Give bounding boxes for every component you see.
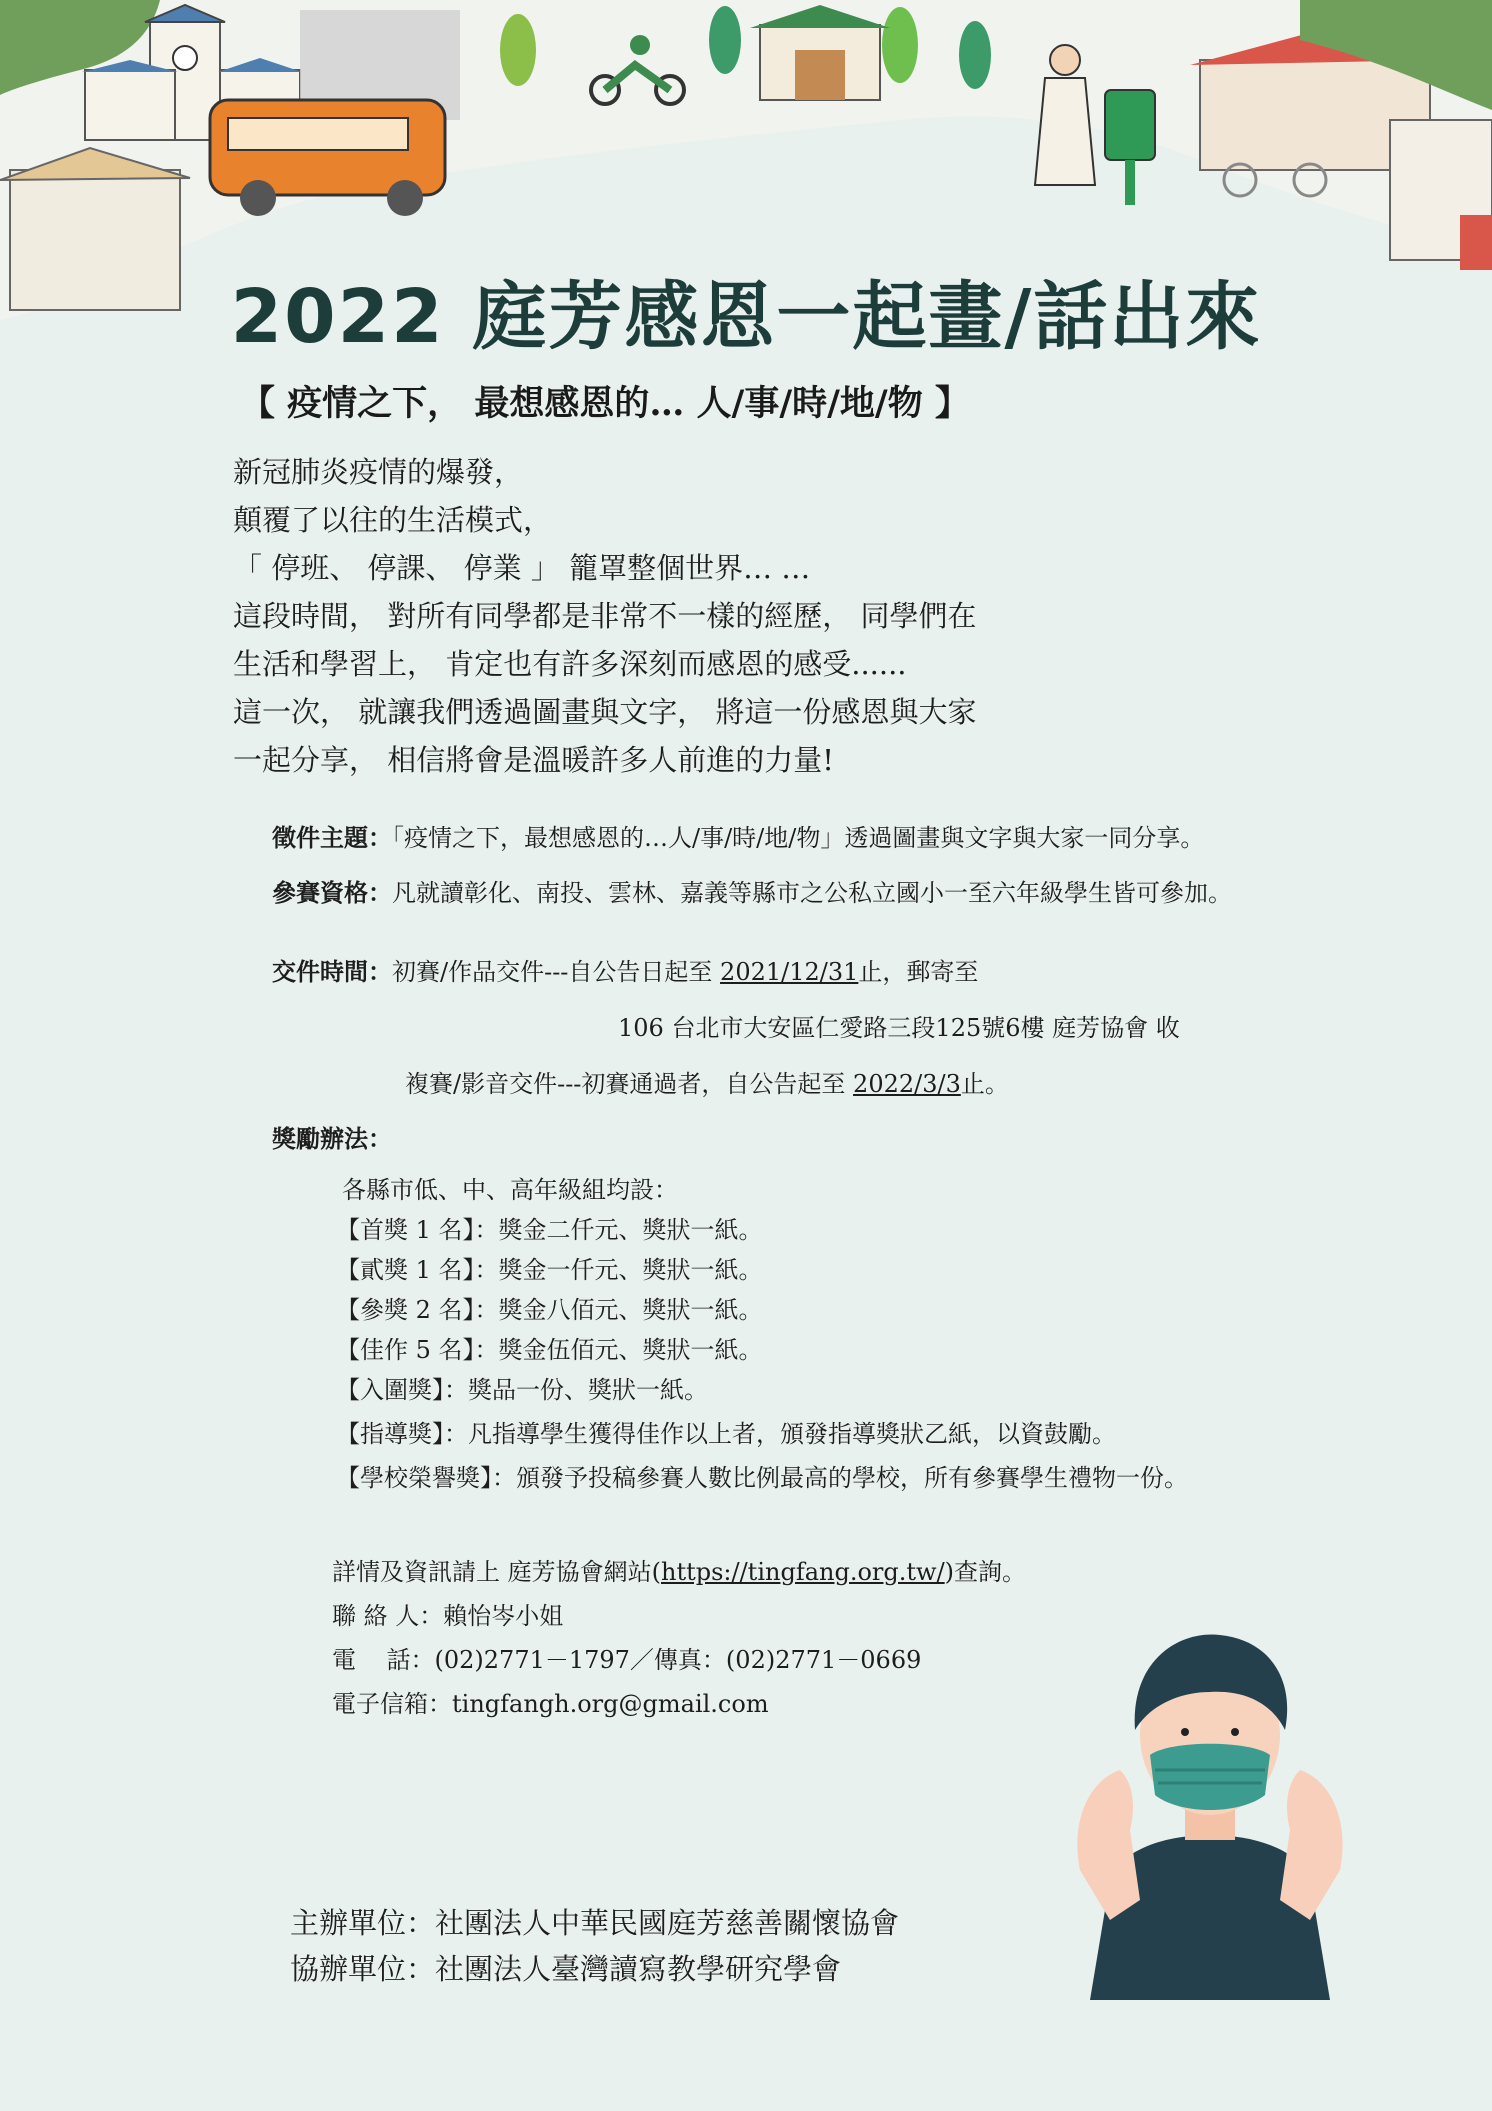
eligibility-text: 凡就讀彰化、南投、雲林、嘉義等縣市之公私立國小一至六年級學生皆可參加。 xyxy=(392,879,1232,907)
intro-line: 生活和學習上， 肯定也有許多深刻而感恩的感受...... xyxy=(233,647,907,681)
award-item: 【貳獎 1 名】：獎金一仟元、獎狀一紙。 xyxy=(336,1256,763,1284)
contact-info xyxy=(332,1550,1026,1726)
award-item: 【參獎 2 名】：獎金八佰元、獎狀一紙。 xyxy=(336,1296,763,1324)
masked-boy-illustration xyxy=(1040,1620,1380,2000)
eligibility-row xyxy=(272,873,1232,908)
co-organizer: 協辦單位：社團法人臺灣讀寫教學研究學會 xyxy=(290,1952,842,1986)
poster-subtitle: 【 疫情之下， 最想感恩的… 人/事/時/地/物 】 xyxy=(240,383,970,424)
intro-paragraph xyxy=(233,448,976,784)
award-item: 【學校榮譽獎】：頒發予投稿參賽人數比例最高的學校，所有參賽學生禮物一份。 xyxy=(336,1464,1188,1492)
intro-line: 顛覆了以往的生活模式， xyxy=(233,503,553,537)
deadline-row xyxy=(272,952,978,987)
contact-phone: 電 話：(02)2771－1797／傳真：(02)2771－0669 xyxy=(332,1646,922,1674)
award-item: 【入圍獎】：獎品一份、獎狀一紙。 xyxy=(336,1376,708,1404)
awards-list xyxy=(336,1170,1188,1498)
website-suffix: )查詢。 xyxy=(944,1558,1027,1586)
deadline-round-2-prefix: 複賽/影音交件---初賽通過者，自公告起至 xyxy=(405,1070,854,1098)
poster-title: 2022 庭芳感恩一起畫/話出來 xyxy=(230,274,1262,360)
theme-row xyxy=(272,818,1204,853)
organizer: 主辦單位：社團法人中華民國庭芳慈善關懷協會 xyxy=(290,1906,900,1940)
website-link[interactable]: https://tingfang.org.tw/ xyxy=(661,1558,945,1586)
deadline-date-1: 2021/12/31 xyxy=(720,958,859,986)
theme-text: 「疫情之下，最想感恩的…人/事/時/地/物」透過圖畫與文字與大家一同分享。 xyxy=(392,824,1205,852)
deadline-round-2 xyxy=(405,1064,1009,1099)
award-item: 【首獎 1 名】：獎金二仟元、獎狀一紙。 xyxy=(336,1216,763,1244)
mailing-address: 106 台北市大安區仁愛路三段125號6樓 庭芳協會 收 xyxy=(618,1014,1180,1042)
website-line xyxy=(332,1550,1026,1594)
award-item: 【指導獎】：凡指導學生獲得佳作以上者，頒發指導獎狀乙紙，以資鼓勵。 xyxy=(336,1420,1116,1448)
intro-line: 一起分享， 相信將會是溫暖許多人前進的力量! xyxy=(233,743,834,777)
theme-label: 徵件主題： xyxy=(272,823,392,852)
award-item: 【佳作 5 名】：獎金伍佰元、獎狀一紙。 xyxy=(336,1336,763,1364)
deadline-prefix: 初賽/作品交件---自公告日起至 xyxy=(392,958,721,986)
deadline-suffix: 止，郵寄至 xyxy=(858,958,979,986)
intro-line: 這段時間， 對所有同學都是非常不一樣的經歷， 同學們在 xyxy=(233,599,977,633)
website-prefix: 詳情及資訊請上 庭芳協會網站( xyxy=(332,1558,661,1586)
deadline-label: 交件時間： xyxy=(272,957,392,986)
deadline-date-2: 2022/3/3 xyxy=(853,1070,961,1098)
organizers xyxy=(290,1900,899,1992)
contact-person: 聯 絡 人：賴怡岑小姐 xyxy=(332,1602,564,1630)
deadline-round-2-suffix: 止。 xyxy=(960,1070,1009,1098)
awards-label: 獎勵辦法： xyxy=(272,1124,392,1153)
awards-heading xyxy=(272,1119,392,1154)
intro-line: 「 停班、 停課、 停業 」 籠罩整個世界… … xyxy=(233,551,811,585)
awards-intro: 各縣市低、中、高年級組均設： xyxy=(342,1176,678,1204)
intro-line: 新冠肺炎疫情的爆發， xyxy=(233,455,524,489)
intro-line: 這一次， 就讓我們透過圖畫與文字， 將這一份感恩與大家 xyxy=(233,695,977,729)
contact-email: 電子信箱：tingfangh.org@gmail.com xyxy=(332,1690,769,1718)
eligibility-label: 參賽資格： xyxy=(272,878,392,907)
